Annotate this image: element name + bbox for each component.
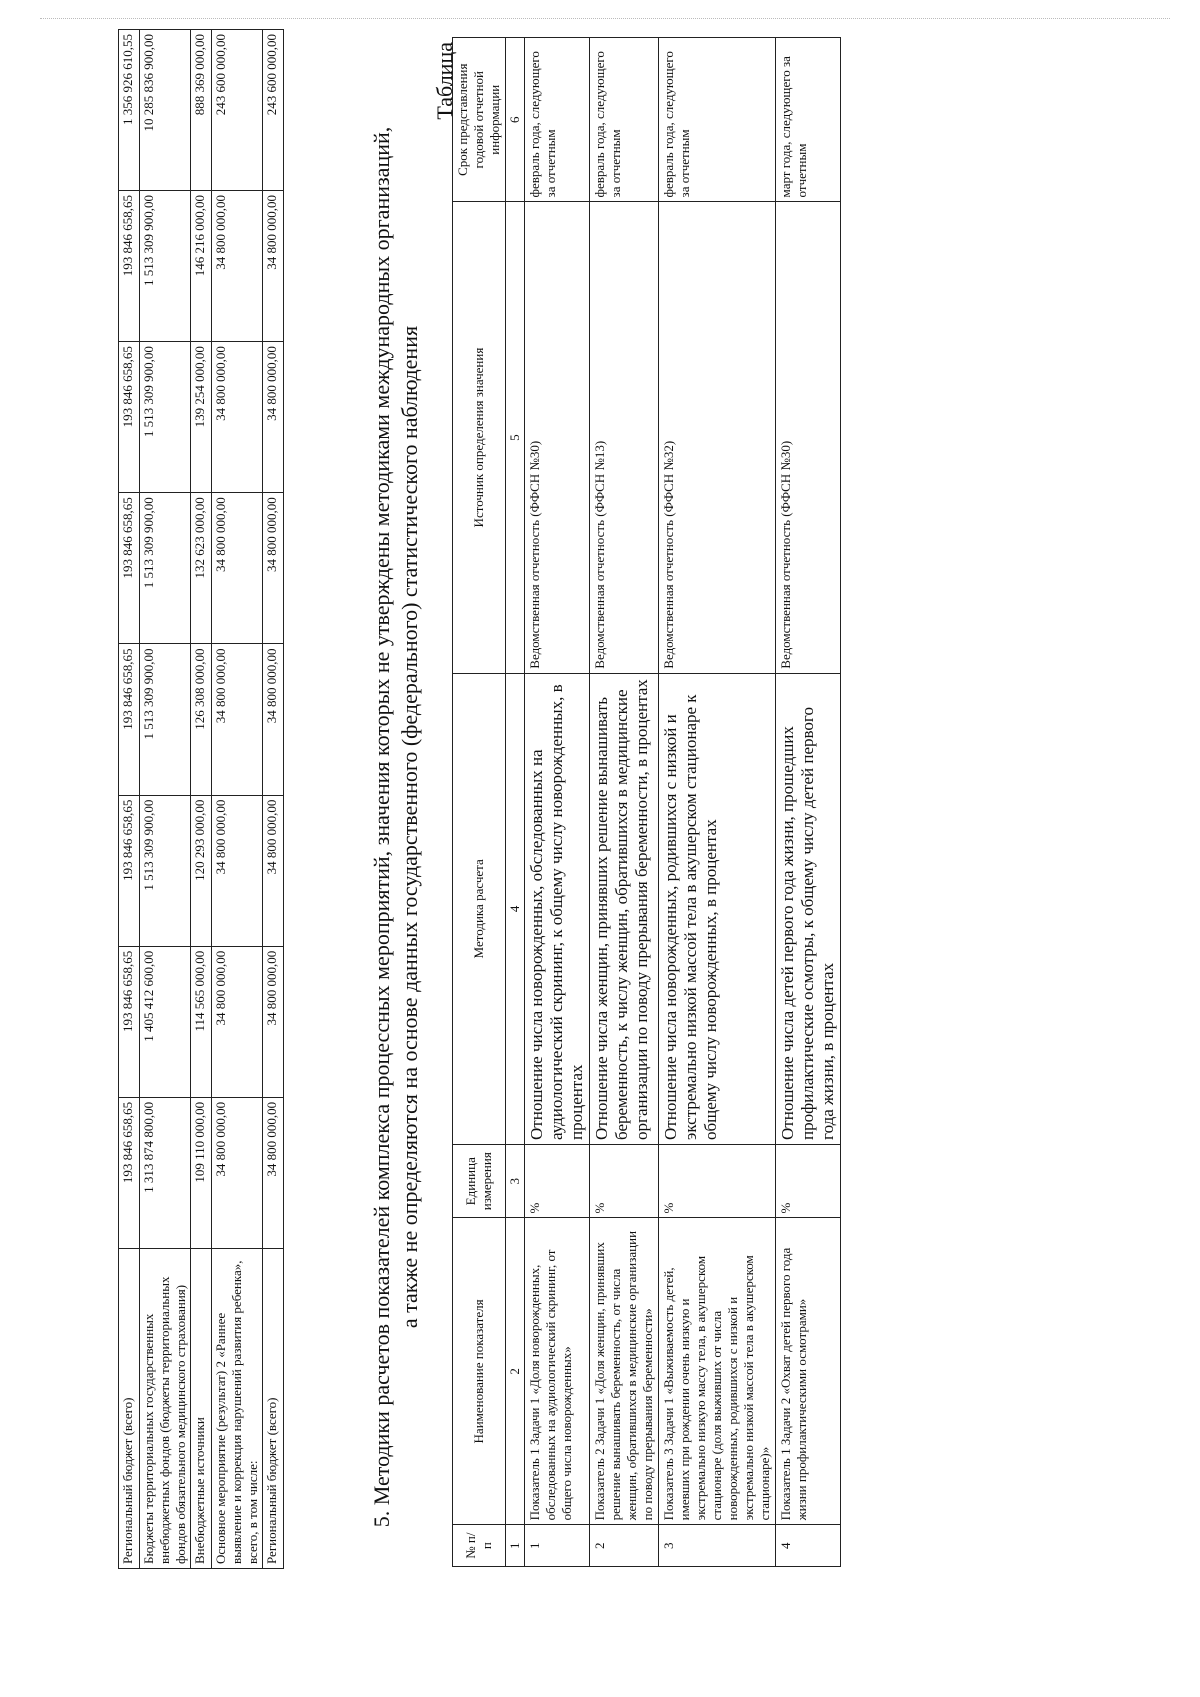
unit-cell: % xyxy=(590,1144,659,1218)
unit-cell: % xyxy=(659,1144,776,1218)
financing-source-label: Региональный бюджет (всего) xyxy=(119,1249,140,1569)
financing-row xyxy=(119,30,140,1569)
financing-table xyxy=(118,29,284,1569)
indicator-name-cell: Показатель 3 Задачи 1 «Выживаемость детей, имевших при рождении очень низкую и экстремально низкую массу тела, в акушерском стационаре (доля выживших от числа новорожденных, родившихся с низкой и экстремально низкой массой тела в акушерском стационаре)» xyxy=(659,1218,776,1525)
financing-year-cell: 34 800 000,00 xyxy=(263,493,284,644)
unit-cell: % xyxy=(525,1144,590,1218)
column-number: 1 xyxy=(506,1525,525,1567)
methods-row xyxy=(525,38,590,1567)
financing-total-cell: 888 369 000,00 xyxy=(191,30,212,191)
table-caption: Таблица xyxy=(432,42,457,120)
indicator-name-cell: Показатель 1 Задачи 1 «Доля новорожденных, обследованных на аудиологический скрининг, от общего числа новорожденных» xyxy=(525,1218,590,1525)
financing-year-cell: 34 800 000,00 xyxy=(263,342,284,493)
financing-year-cell: 1 513 309 900,00 xyxy=(140,795,191,946)
financing-year-cell: 132 623 000,00 xyxy=(191,493,212,644)
financing-row xyxy=(191,30,212,1569)
reporting-deadline-cell: февраль года, следующего за отчетным xyxy=(525,38,590,202)
financing-row xyxy=(140,30,191,1569)
data-source-cell: Ведомственная отчетность (ФФСН №32) xyxy=(659,202,776,673)
reporting-deadline-cell: март года, следующего за отчетным xyxy=(776,38,841,202)
financing-total-cell: 243 600 000,00 xyxy=(263,30,284,191)
financing-source-label: Внебюджетные источники xyxy=(191,1249,212,1569)
methods-header-row xyxy=(453,38,506,1567)
column-number: 5 xyxy=(506,202,525,673)
financing-year-cell: 193 846 658,65 xyxy=(119,1097,140,1248)
financing-year-cell: 34 800 000,00 xyxy=(212,644,263,795)
column-number: 6 xyxy=(506,38,525,202)
financing-year-cell: 114 565 000,00 xyxy=(191,946,212,1097)
column-number: 3 xyxy=(506,1144,525,1218)
financing-year-cell: 120 293 000,00 xyxy=(191,795,212,946)
reporting-deadline-cell: февраль года, следующего за отчетным xyxy=(659,38,776,202)
indicator-name-cell: Показатель 1 Задачи 2 «Охват детей первого года жизни профилактическими осмотрами» xyxy=(776,1218,841,1525)
financing-year-cell: 193 846 658,65 xyxy=(119,644,140,795)
financing-year-cell: 193 846 658,65 xyxy=(119,493,140,644)
row-number-cell: 4 xyxy=(776,1525,841,1567)
financing-source-label: Бюджеты территориальных государственных внебюджетных фондов (бюджеты территориальных фондов обязательного медицинского страхования) xyxy=(140,1249,191,1569)
financing-year-cell: 34 800 000,00 xyxy=(263,1097,284,1248)
data-source-cell: Ведомственная отчетность (ФФСН №30) xyxy=(776,202,841,673)
header-unit: Единица измерения xyxy=(453,1144,506,1218)
financing-year-cell: 193 846 658,65 xyxy=(119,795,140,946)
row-number-cell: 2 xyxy=(590,1525,659,1567)
financing-year-cell: 1 513 309 900,00 xyxy=(140,644,191,795)
methods-row xyxy=(659,38,776,1567)
financing-year-cell: 34 800 000,00 xyxy=(212,342,263,493)
financing-year-cell: 34 800 000,00 xyxy=(263,795,284,946)
financing-year-cell: 1 513 309 900,00 xyxy=(140,493,191,644)
row-number-cell: 1 xyxy=(525,1525,590,1567)
data-source-cell: Ведомственная отчетность (ФФСН №30) xyxy=(525,202,590,673)
row-number-cell: 3 xyxy=(659,1525,776,1567)
financing-year-cell: 34 800 000,00 xyxy=(263,946,284,1097)
financing-year-cell: 126 308 000,00 xyxy=(191,644,212,795)
financing-year-cell: 1 513 309 900,00 xyxy=(140,342,191,493)
financing-table-body xyxy=(119,30,284,1569)
financing-year-cell: 34 800 000,00 xyxy=(212,795,263,946)
financing-row xyxy=(212,30,263,1569)
header-deadline: Срок представления годовой отчетной информации xyxy=(453,38,506,202)
calculation-method-cell: Отношение числа детей первого года жизни, прошедших профилактические осмотры, к общему числу детей первого года жизни, в процентах xyxy=(776,673,841,1144)
financing-row xyxy=(263,30,284,1569)
financing-total-cell: 10 285 836 900,00 xyxy=(140,30,191,191)
financing-year-cell: 34 800 000,00 xyxy=(212,1097,263,1248)
header-name: Наименование показателя xyxy=(453,1218,506,1525)
financing-year-cell: 109 110 000,00 xyxy=(191,1097,212,1248)
financing-year-cell: 34 800 000,00 xyxy=(263,191,284,342)
calculation-method-cell: Отношение числа женщин, принявших решение вынашивать беременность, к числу женщин, обратившихся в медицинские организации по поводу прерывания беременности, в процентах xyxy=(590,673,659,1144)
calculation-method-cell: Отношение числа новорожденных, обследованных на аудиологический скрининг, к общему числу новорожденных, в процентах xyxy=(525,673,590,1144)
financing-year-cell: 139 254 000,00 xyxy=(191,342,212,493)
header-num: № п/п xyxy=(453,1525,506,1567)
financing-year-cell: 34 800 000,00 xyxy=(212,191,263,342)
methods-table-body xyxy=(525,38,841,1567)
financing-source-label: Региональный бюджет (всего) xyxy=(263,1249,284,1569)
financing-year-cell: 193 846 658,65 xyxy=(119,946,140,1097)
financing-year-cell: 1 405 412 600,00 xyxy=(140,946,191,1097)
column-number: 4 xyxy=(506,673,525,1144)
financing-year-cell: 193 846 658,65 xyxy=(119,342,140,493)
financing-year-cell: 34 800 000,00 xyxy=(212,946,263,1097)
financing-year-cell: 193 846 658,65 xyxy=(119,191,140,342)
header-source: Источник определения значения xyxy=(453,202,506,673)
section-heading-line2: а также не определяются на основе данных государственного (федерального) статистического наблюдения xyxy=(397,325,422,1329)
indicator-name-cell: Показатель 2 Задачи 1 «Доля женщин, принявших решение вынашивать беременность, от числа женщин, обратившихся в медицинские организации по поводу прерывания беременности» xyxy=(590,1218,659,1525)
methods-table xyxy=(452,37,841,1567)
methods-row xyxy=(776,38,841,1567)
section-heading-line1: 5. Методики расчетов показателей комплекса процессных мероприятий, значения которых не утверждены методиками международных организаций, xyxy=(369,126,394,1528)
column-number-row xyxy=(506,38,525,1567)
financing-year-cell: 1 313 874 800,00 xyxy=(140,1097,191,1248)
financing-year-cell: 1 513 309 900,00 xyxy=(140,191,191,342)
section-heading xyxy=(368,117,424,1537)
data-source-cell: Ведомственная отчетность (ФФСН №13) xyxy=(590,202,659,673)
reporting-deadline-cell: февраль года, следующего за отчетным xyxy=(590,38,659,202)
financing-year-cell: 34 800 000,00 xyxy=(212,493,263,644)
financing-year-cell: 146 216 000,00 xyxy=(191,191,212,342)
financing-source-label: Основное мероприятие (результат) 2 «Раннее выявление и коррекция нарушений развития ребенка», всего, в том числе: xyxy=(212,1249,263,1569)
column-number: 2 xyxy=(506,1218,525,1525)
financing-total-cell: 1 356 926 610,55 xyxy=(119,30,140,191)
financing-total-cell: 243 600 000,00 xyxy=(212,30,263,191)
calculation-method-cell: Отношение числа новорожденных, родившихся с низкой и экстремально низкой массой тела в акушерском стационаре к общему числу новорожденных, в процентах xyxy=(659,673,776,1144)
methods-row xyxy=(590,38,659,1567)
header-method: Методика расчета xyxy=(453,673,506,1144)
unit-cell: % xyxy=(776,1144,841,1218)
financing-year-cell: 34 800 000,00 xyxy=(263,644,284,795)
